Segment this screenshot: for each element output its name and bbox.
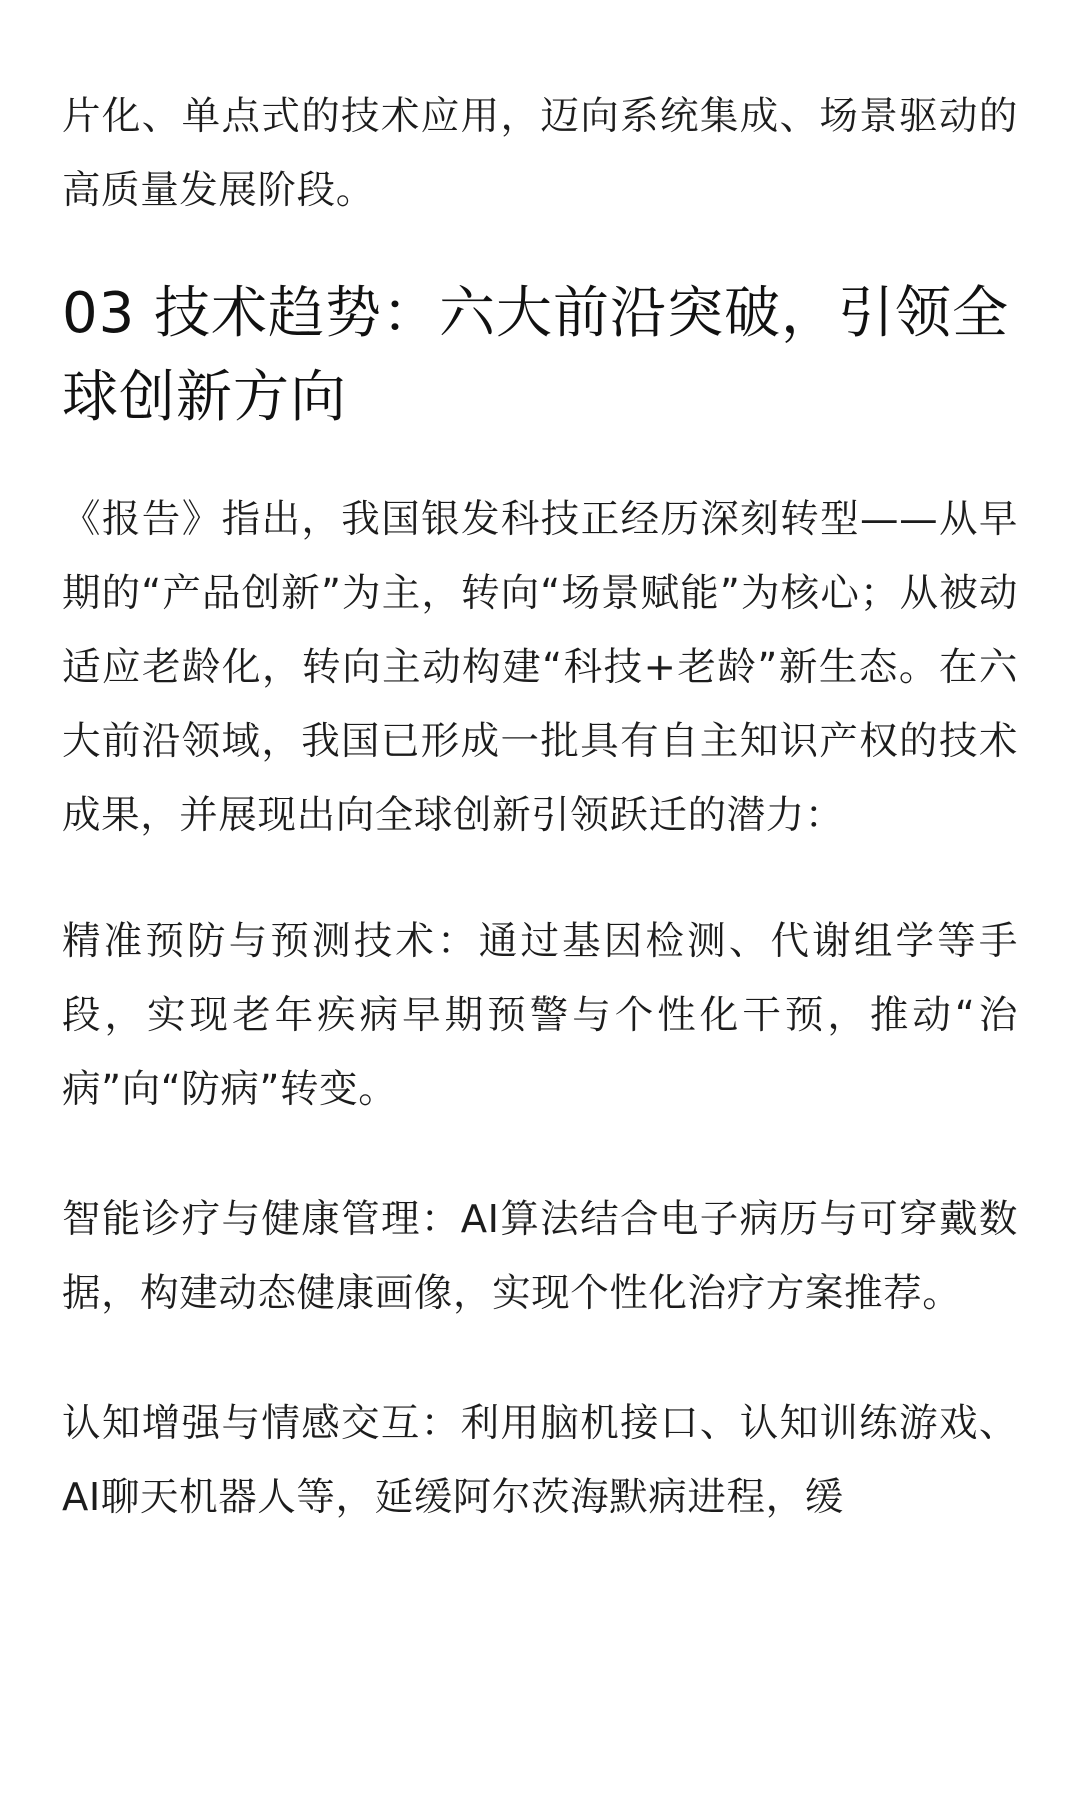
intro-paragraph: 片化、单点式的技术应用，迈向系统集成、场景驱动的高质量发展阶段。 (62, 94, 1018, 213)
report-paragraph: 《报告》指出，我国银发科技正经历深刻转型——从早期的“产品创新”为主，转向“场景赋能”为核心；从被动适应老龄化，转向主动构建“科技+老龄”新生态。在六大前沿领域，我国已形成一批具有自主知识产权的技术成果，并展现出向全球创新引领跃迁的潜力： (62, 497, 1018, 838)
section-heading: 03 技术趋势：六大前沿突破，引领全球创新方向 (62, 281, 1010, 430)
trend-item-cognitive-enhancement: 认知增强与情感交互：利用脑机接口、认知训练游戏、AI聊天机器人等，延缓阿尔茨海默病进程，缓 (62, 1401, 1018, 1520)
trend-item-precision-prevention: 精准预防与预测技术：通过基因检测、代谢组学等手段，实现老年疾病早期预警与个性化干预，推动“治病”向“防病”转变。 (62, 919, 1018, 1112)
trend-item-smart-diagnosis: 智能诊疗与健康管理：AI算法结合电子病历与可穿戴数据，构建动态健康画像，实现个性化治疗方案推荐。 (62, 1197, 1018, 1316)
